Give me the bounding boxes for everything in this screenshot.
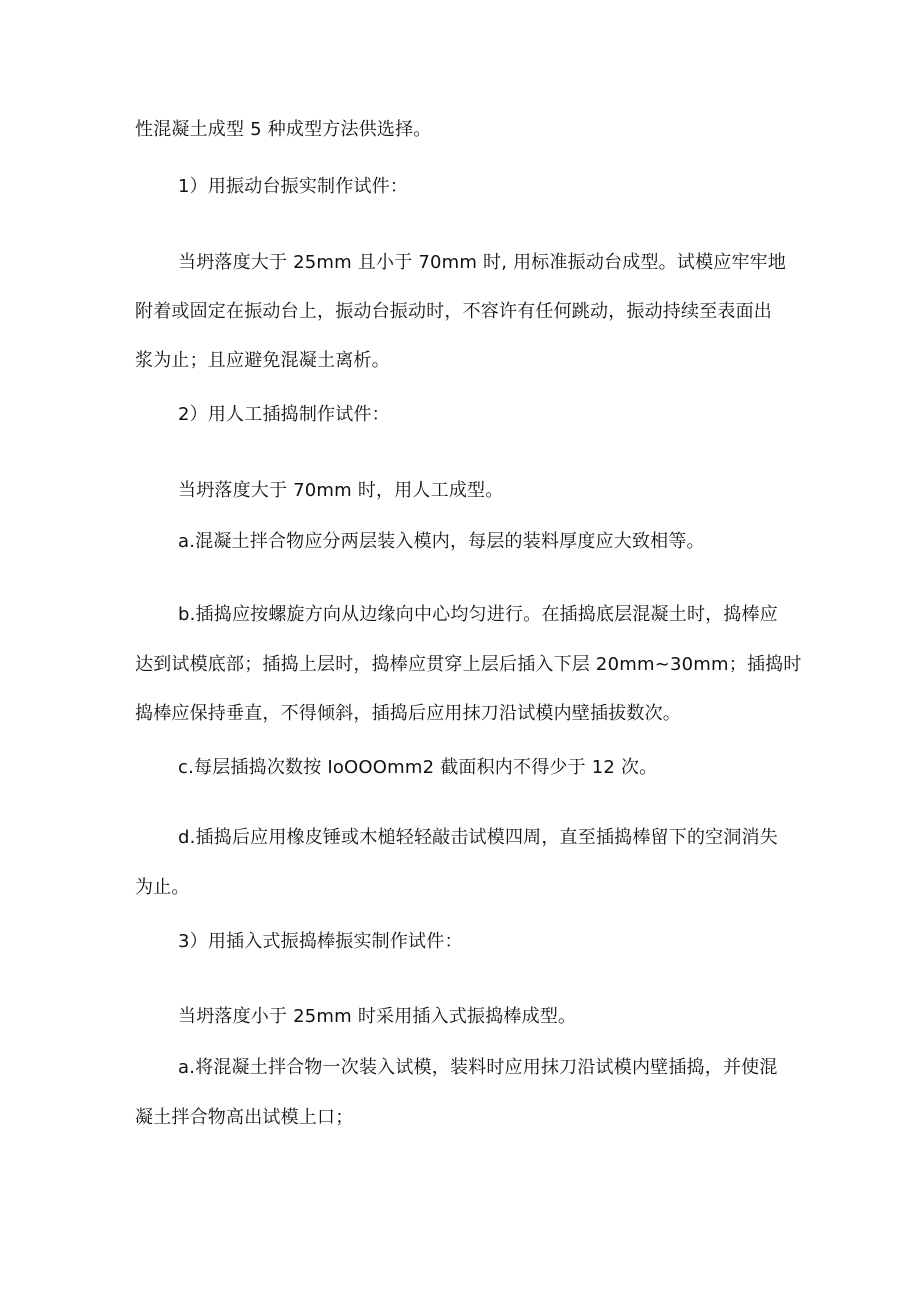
text-line: 当坍落度大于 70mm 时，用人工成型。 bbox=[178, 480, 504, 501]
section-heading-2: 2）用人工插捣制作试件： bbox=[178, 404, 390, 425]
text-line: 浆为止；且应避免混凝土离析。 bbox=[135, 350, 390, 371]
section-heading-3: 3）用插入式振捣棒振实制作试件： bbox=[178, 931, 463, 952]
list-item-a: a.混凝土拌合物应分两层装入模内，每层的装料厚度应大致相等。 bbox=[178, 531, 705, 552]
list-item-a: a.将混凝土拌合物一次装入试模，装料时应用抹刀沿试模内壁插捣，并使混 bbox=[178, 1057, 778, 1078]
text-line: 达到试模底部；插捣上层时，捣棒应贯穿上层后插入下层 20mm~30mm；插捣时 bbox=[135, 654, 802, 675]
list-item-c: c.每层插捣次数按 IoOOOmm2 截面积内不得少于 12 次。 bbox=[178, 757, 658, 778]
section-heading-1: 1）用振动台振实制作试件： bbox=[178, 176, 409, 197]
list-item-b: b.插捣应按螺旋方向从边缘向中心均匀进行。在插捣底层混凝土时，捣棒应 bbox=[178, 604, 778, 625]
text-line: 性混凝土成型 5 种成型方法供选择。 bbox=[135, 119, 432, 140]
text-line: 附着或固定在振动台上，振动台振动时，不容许有任何跳动，振动持续至表面出 bbox=[135, 301, 772, 322]
text-line: 当坍落度大于 25mm 且小于 70mm 时, 用标准振动台成型。试模应牢牢地 bbox=[178, 252, 787, 273]
text-line: 凝土拌合物高出试模上口； bbox=[135, 1107, 354, 1128]
text-line: 捣棒应保持垂直，不得倾斜，插捣后应用抹刀沿试模内壁插拔数次。 bbox=[135, 703, 681, 724]
text-line: 当坍落度小于 25mm 时采用插入式振捣棒成型。 bbox=[178, 1006, 577, 1027]
text-line: 为止。 bbox=[135, 877, 190, 898]
list-item-d: d.插捣后应用橡皮锤或木槌轻轻敲击试模四周，直至插捣棒留下的空洞消失 bbox=[178, 827, 778, 848]
